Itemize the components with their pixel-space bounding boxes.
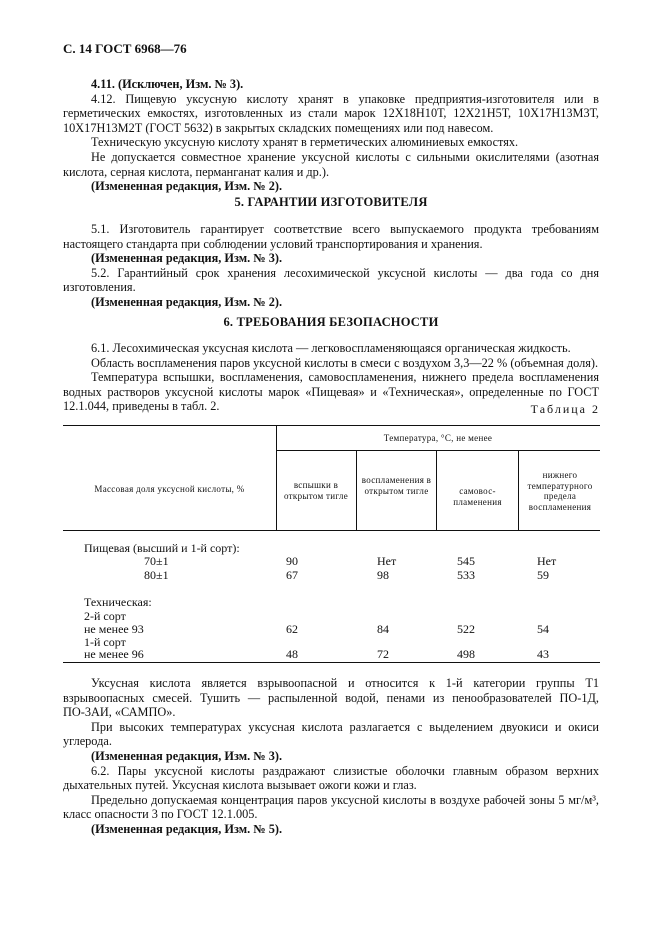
row-label: не менее 93 — [84, 622, 144, 636]
col-header-concentration: Массовая доля уксусной кислоты, % — [94, 484, 245, 494]
technical-storage-paragraph: Техническую уксусную кислоту хранят в герметических алюминиевых емкостях. — [91, 135, 519, 150]
section-5-body — [63, 222, 599, 310]
amendment-note: (Измененная редакция, Изм. № 5). — [91, 821, 283, 836]
cell-value: Нет — [537, 554, 557, 568]
clause-4-12: 4.12. Пищевую уксусную кислоту хранят в упаковке предприятия-изготовителя или в герметических емкостях, изготовленных из стали марок 12Х18Н10Т, 12Х21Н5Т, 10Х17Н13М3Т, 10Х17Н13М2Т (ГОСТ 5632) в закрытых складских помещениях или под навесом. — [63, 91, 599, 135]
cell-value: 84 — [377, 622, 389, 636]
cell-value: Нет — [377, 554, 397, 568]
table-top-rule — [63, 425, 600, 426]
page-header: С. 14 ГОСТ 6968—76 — [63, 41, 187, 56]
cell-value: 43 — [537, 647, 549, 661]
cell-value: 48 — [286, 647, 298, 661]
flammability-range-paragraph: Область воспламенения паров уксусной кислоты в смеси с воздухом 3,3—22 % (объемная доля). — [91, 355, 599, 370]
table-bottom-rule — [63, 662, 600, 663]
amendment-note: (Измененная редакция, Изм. № 3). — [91, 748, 283, 763]
cell-value: 98 — [377, 568, 389, 582]
amendment-note: (Измененная редакция, Изм. № 2). — [91, 179, 283, 194]
row-label: Пищевая (высший и 1-й сорт): — [84, 541, 240, 555]
cell-value: 90 — [286, 554, 298, 568]
clause-6-1: 6.1. Лесохимическая уксусная кислота — легковоспламеняющаяся органическая жидкость. — [91, 341, 571, 355]
section-5-title: 5. ГАРАНТИИ ИЗГОТОВИТЕЛЯ — [234, 195, 428, 209]
cell-value: 498 — [457, 647, 475, 661]
row-label: 2-й сорт — [84, 609, 126, 623]
col-divider — [518, 450, 519, 530]
mac-paragraph: Предельно допускаемая концентрация паров уксусной кислоты в воздухе рабочей зоны 5 мг/м³, класс опасности 3 по ГОСТ 12.1.005. — [63, 792, 599, 822]
clause-4-11: 4.11. (Исключен, Изм. № 3). — [91, 77, 244, 91]
cell-value: 522 — [457, 622, 475, 636]
amendment-note: (Измененная редакция, Изм. № 3). — [91, 251, 283, 266]
row-label: Техническая: — [84, 595, 152, 609]
table-header-rule — [63, 530, 600, 531]
section-6-title: 6. ТРЕБОВАНИЯ БЕЗОПАСНОСТИ — [223, 315, 439, 329]
col-header-flash-point: вспышки в открытом тигле — [284, 480, 348, 501]
row-label: 80±1 — [144, 568, 169, 582]
cell-value: 533 — [457, 568, 475, 582]
row-label: не менее 96 — [84, 647, 144, 661]
table-caption: Таблица 2 — [530, 402, 600, 416]
amendment-note: (Измененная редакция, Изм. № 2). — [91, 294, 283, 309]
clause-5-2: 5.2. Гарантийный срок хранения лесохимической уксусной кислоты — два года со дня изготовления. — [63, 265, 599, 295]
group-header-rule — [276, 450, 600, 451]
storage-restriction-paragraph: Не допускается совместное хранение уксусной кислоты с сильными окислителями (азотная кислота, серная кислота, перманганат калия и др.). — [63, 149, 599, 179]
col-divider — [436, 450, 437, 530]
cell-value: 59 — [537, 568, 549, 582]
row-label: 70±1 — [144, 554, 169, 568]
cell-value: 72 — [377, 647, 389, 661]
col-header-ignition: воспламенения в открытом тигле — [361, 475, 432, 496]
clause-5-1: 5.1. Изготовитель гарантирует соответствие всего выпускаемого продукта требованиям настоящего стандарта при соблюдении условий транспортирования и хранения. — [63, 222, 599, 251]
col-header-lower-limit: нижнего температурного предела воспламенения — [527, 470, 593, 512]
row-label: 1-й сорт — [84, 635, 126, 649]
temperature-paragraph: Температура вспышки, воспламенения, самовоспламенения, нижнего предела воспламенения водных растворов уксусной кислоты марок «Пищевая» и «Техническая», определенные по ГОСТ 12.1.044, приведены в табл. 2. — [63, 370, 599, 414]
decomposition-paragraph: При высоких температурах уксусная кислота разлагается с выделением двуокиси и окиси углерода. — [63, 719, 599, 749]
storage-section — [63, 77, 599, 194]
cell-value: 54 — [537, 622, 549, 636]
col-divider — [356, 450, 357, 530]
explosion-hazard-paragraph: Уксусная кислота является взрывоопасной и относится к 1-й категории группы Т1 взрывоопасных смесей. Тушить — распыленной водой, пенами из пенообразователей ПО-1Д, ПО-3АИ, «САМПО». — [63, 676, 599, 720]
cell-value: 62 — [286, 622, 298, 636]
temperature-table — [63, 425, 600, 663]
cell-value: 67 — [286, 568, 298, 582]
explosion-hazard-section — [63, 676, 599, 837]
cell-value: 545 — [457, 554, 475, 568]
col-header-temperature-group: Температура, °С, не менее — [383, 433, 493, 443]
clause-6-2: 6.2. Пары уксусной кислоты раздражают слизистые оболочки главным образом верхних дыхательных путей. Уксусная кислота вызывает ожоги кожи и глаз. — [63, 763, 599, 793]
col-header-autoignition: самовос-пламенения — [453, 486, 502, 507]
